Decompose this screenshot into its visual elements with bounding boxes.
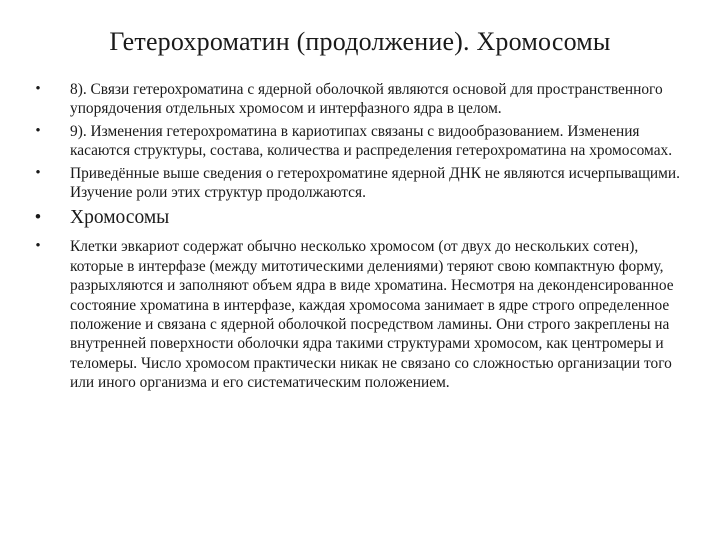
bullet-icon: •: [35, 122, 41, 139]
section-heading: Хромосомы: [70, 207, 170, 229]
bullet-icon: •: [35, 164, 41, 181]
section-heading-item: [30, 206, 690, 230]
list-item: [30, 122, 690, 161]
bullet-icon: •: [34, 207, 42, 229]
list-item: [30, 80, 690, 119]
list-item-text: Клетки эвкариот содержат обычно несколько хромосом (от двух до нескольких сотен), которые в интерфазе (между митотическими делениями) теряют свою компактную форму, разрыхляются и заполняют объем ядра в виде хроматина. Несмотря на деконденсированное состояние хроматина в интерфазе, каждая хромосома занимает в ядре строго определенное положение и связана с ядерной оболочкой посредством ламины. Они строго закреплены на внутренней поверхности оболочки ядра такими структурами хромосом, как центромеры и теломеры. Число хромосом практически никак не связано со сложностью организации того или иного организма и его систематическим положением.: [70, 238, 674, 392]
bullet-list: [30, 80, 690, 396]
list-item-text: Приведённые выше сведения о гетерохроматине ядерной ДНК не являются исчерпыващими. Изучение роли этих структур продолжаются.: [70, 164, 680, 202]
list-item-text: 9). Изменения гетерохроматина в кариотипах связаны с видообразованием. Изменения касаются структуры, состава, количества и распределения гетерохроматина на хромосомах.: [70, 122, 673, 160]
bullet-icon: •: [35, 81, 41, 97]
slide-title: Гетерохроматин (продолжение). Хромосомы: [109, 27, 611, 56]
list-item-text: 8). Связи гетерохроматина с ядерной оболочкой являются основой для пространственного упорядочения отдельных хромосом и интерфазного ядра в целом.: [70, 81, 663, 118]
bullet-icon: •: [35, 238, 41, 255]
list-item: [30, 164, 690, 203]
list-item: [30, 237, 690, 392]
